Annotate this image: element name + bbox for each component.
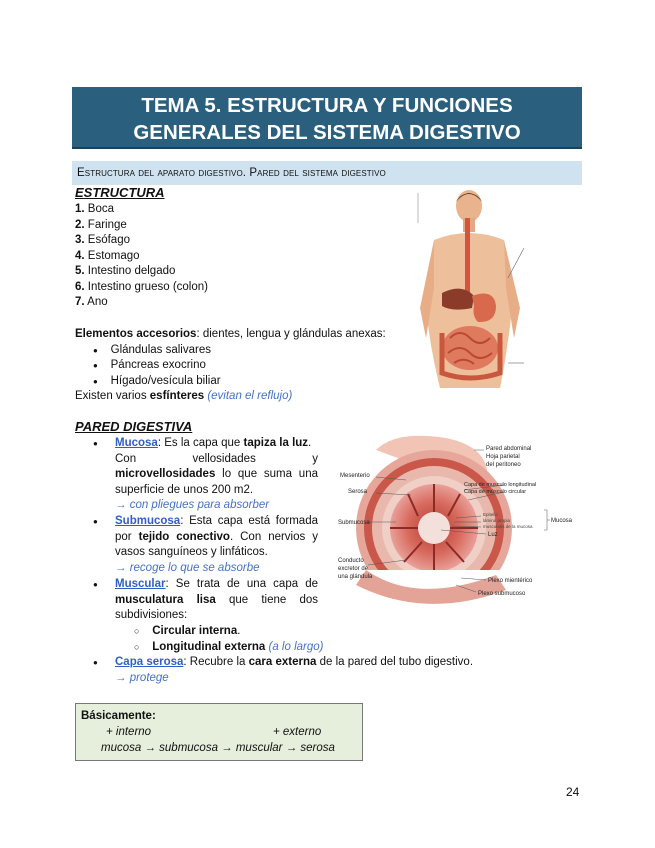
label-hoja-parietal: Hoja parietal xyxy=(486,454,520,460)
label-submucosa: Submucosa xyxy=(338,520,370,526)
label-capa-circular: Capa de músculo circular xyxy=(464,489,527,495)
label-plexo-mienterico: Plexo mientérico xyxy=(488,578,533,584)
accessory-item: ● Glándulas salivares xyxy=(93,344,211,356)
accessory-item: ● Hígado/vesícula biliar xyxy=(93,375,221,387)
summary-box xyxy=(75,703,363,761)
bullet: ● xyxy=(93,517,98,526)
estructura-heading: ESTRUCTURA xyxy=(75,185,165,200)
label-muscularis: muscularis de la mucosa xyxy=(483,524,533,529)
label-plexo-submucoso: Plexo submucoso xyxy=(478,591,526,597)
bullet: ● xyxy=(93,658,98,667)
page-number: 24 xyxy=(566,785,580,799)
label-mesenterio: Mesenterio xyxy=(340,473,370,479)
label-conducto-1: Conducto xyxy=(338,558,364,564)
list-item: 5. Intestino delgado xyxy=(75,265,176,277)
submucosa-block: Submucosa: Esta capa está formada por tejido conectivo. Con nervios y vasos sanguíneos y linfáticos. → recoge lo que se absorbe xyxy=(115,515,318,574)
accessory-elements: Elementos accesorios: dientes, lengua y glándulas anexas: xyxy=(75,328,386,340)
list-item: 3. Esófago xyxy=(75,234,130,246)
summary-plus-externo: + externo xyxy=(273,726,322,738)
list-item: 6. Intestino grueso (colon) xyxy=(75,280,208,293)
muscular-block: Muscular: Se trata de una capa de musculatura lisa que tiene dos subdivisiones: xyxy=(115,578,318,621)
esfinteres-line: Existen varios esfínteres (evitan el reflujo) xyxy=(75,390,293,402)
mucosa-block: Mucosa: Es la capa que tapiza la luz. Con vellosidades y microvellosidades lo que suma una superficie de unos 200 m2. → con pliegues para absorber xyxy=(115,437,318,511)
accessory-item: ● Páncreas exocrino xyxy=(93,359,206,371)
label-capa-longitudinal: Capa de musculo longitudinal xyxy=(464,482,537,488)
muscular-sub-1: ○ Circular interna. xyxy=(134,625,241,637)
bullet: ● xyxy=(93,439,98,448)
summary-line: mucosa → submucosa → muscular → serosa xyxy=(101,742,335,754)
label-pared-abdominal: Pared abdominal xyxy=(486,446,532,452)
organ-list xyxy=(75,202,208,311)
muscular-sub-2: ○ Longitudinal externa (a lo largo) xyxy=(134,641,324,653)
title-line-1: TEMA 5. ESTRUCTURA Y FUNCIONES xyxy=(141,94,513,117)
label-del-peritoneo: del peritoneo xyxy=(486,462,521,468)
intestinal-wall-diagram xyxy=(336,430,581,615)
serosa-block: Capa serosa: Recubre la cara externa de la pared del tubo digestivo. → protege xyxy=(115,656,474,684)
list-item: 1. Boca xyxy=(75,203,115,215)
list-item: 4. Estomago xyxy=(75,249,140,262)
summary-title: Básicamente: xyxy=(81,710,156,722)
label-mucosa: Mucosa xyxy=(551,518,573,524)
title-line-2: GENERALES DEL SISTEMA DIGESTIVO xyxy=(133,121,521,144)
label-serosa: Serosa xyxy=(348,489,368,495)
label-epitelio: Epitelio xyxy=(483,512,498,517)
label-luz: Luz xyxy=(488,532,498,538)
digestive-system-illustration xyxy=(412,188,537,388)
summary-plus-interno: + interno xyxy=(106,726,152,738)
pared-heading: PARED DIGESTIVA xyxy=(75,419,193,434)
list-item: 2. Faringe xyxy=(75,218,127,231)
list-item: 7. Ano xyxy=(75,296,108,308)
label-lamina: lámina propia xyxy=(483,518,511,523)
section-heading: Estructura del aparato digestivo. Pared del sistema digestivo xyxy=(72,161,582,185)
label-conducto-2: excretor de xyxy=(338,566,369,572)
label-conducto-3: una glándula xyxy=(338,574,373,580)
chapter-title xyxy=(72,87,582,149)
bullet: ● xyxy=(93,580,98,589)
